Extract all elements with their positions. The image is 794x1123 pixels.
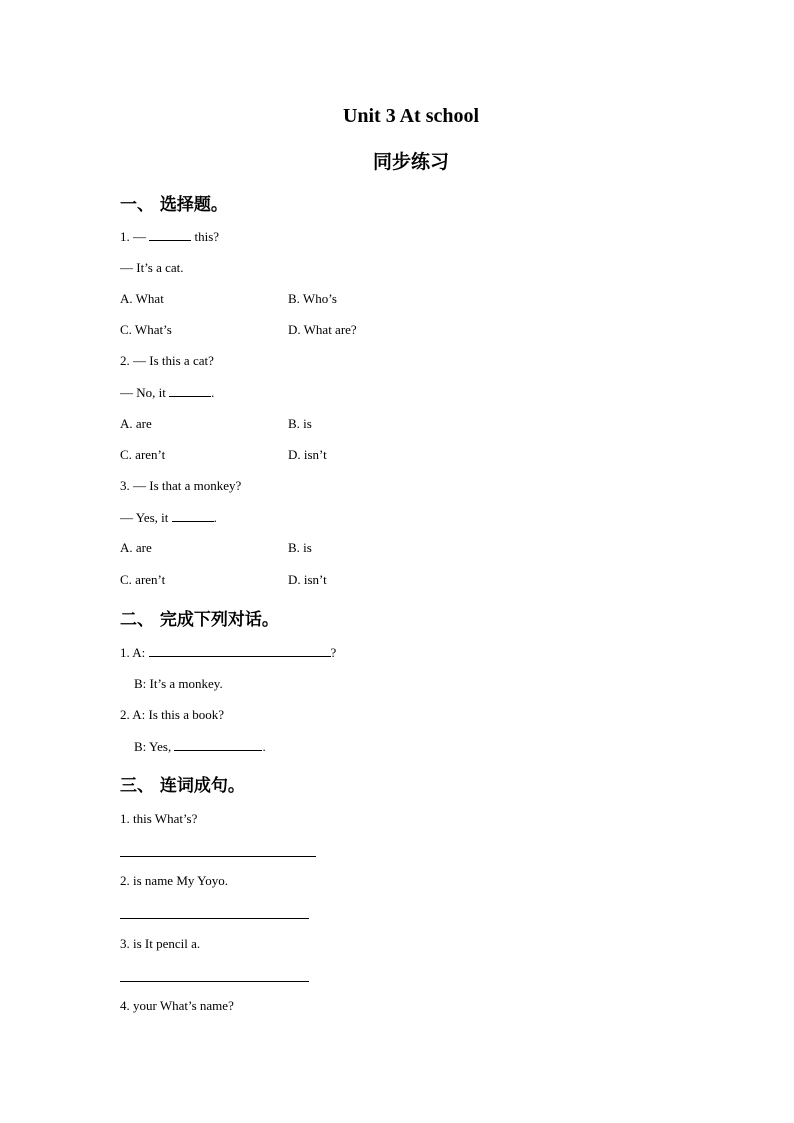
dialogue1-a <box>120 644 336 661</box>
q1-answer: — It’s a cat. <box>120 260 184 275</box>
q2-option-b: B. is <box>288 416 312 431</box>
q3-option-b: B. is <box>288 540 312 555</box>
q2-option-d: D. isn’t <box>288 447 327 462</box>
q2-option-c: C. aren’t <box>120 447 166 462</box>
dialogue2-b-post: . <box>262 739 266 754</box>
dialogue1-blank <box>149 644 331 657</box>
sentence-answer-line-3 <box>120 981 309 982</box>
sentence-item-1: 1. this What’s? <box>120 811 198 826</box>
q3-option-c: C. aren’t <box>120 572 166 587</box>
q2-option-a: A. are <box>120 416 152 431</box>
sentence-answer-line-1 <box>120 856 316 857</box>
q1-option-b: B. Who’s <box>288 291 337 306</box>
section-heading-dialogue: 二、 完成下列对话。 <box>120 610 279 630</box>
q1-stem-post: this? <box>191 229 220 244</box>
q1-option-d: D. What are? <box>288 322 357 337</box>
q2-answer <box>120 384 214 401</box>
dialogue2-blank <box>174 738 262 751</box>
q2-answer-post: . <box>211 385 215 400</box>
dialogue1-a-pre: 1. A: <box>120 645 149 660</box>
q3-option-a: A. are <box>120 540 152 555</box>
sentence-answer-line-2 <box>120 918 309 919</box>
q3-option-d: D. isn’t <box>288 572 327 587</box>
q1-stem-pre: 1. — <box>120 229 150 244</box>
q2-blank <box>169 384 211 397</box>
section-heading-choice: 一、 选择题。 <box>120 195 228 215</box>
q1-option-c: C. What’s <box>120 322 172 337</box>
dialogue1-b: B: It’s a monkey. <box>134 676 223 691</box>
q2-answer-pre: — No, it <box>120 385 170 400</box>
dialogue2-b-pre: B: Yes, <box>134 739 175 754</box>
q1-blank <box>149 228 191 241</box>
dialogue1-a-post: ? <box>330 645 337 660</box>
sentence-item-2: 2. is name My Yoyo. <box>120 873 228 888</box>
page-title: Unit 3 At school <box>342 105 480 127</box>
q1-option-a: A. What <box>120 291 164 306</box>
dialogue2-a: 2. A: Is this a book? <box>120 707 224 722</box>
q2-stem: 2. — Is this a cat? <box>120 353 214 368</box>
q3-answer-pre: — Yes, it <box>120 510 172 525</box>
page-subtitle: 同步练习 <box>372 151 449 173</box>
q3-answer-post: . <box>213 510 217 525</box>
q3-blank <box>172 509 214 522</box>
q3-answer <box>120 509 217 526</box>
sentence-item-3: 3. is It pencil a. <box>120 936 201 951</box>
sentence-item-4: 4. your What’s name? <box>120 998 234 1013</box>
section-heading-sentence: 三、 连词成句。 <box>120 776 245 796</box>
dialogue2-b <box>134 738 266 755</box>
q3-stem: 3. — Is that a monkey? <box>120 478 242 493</box>
q1-stem <box>120 228 219 245</box>
